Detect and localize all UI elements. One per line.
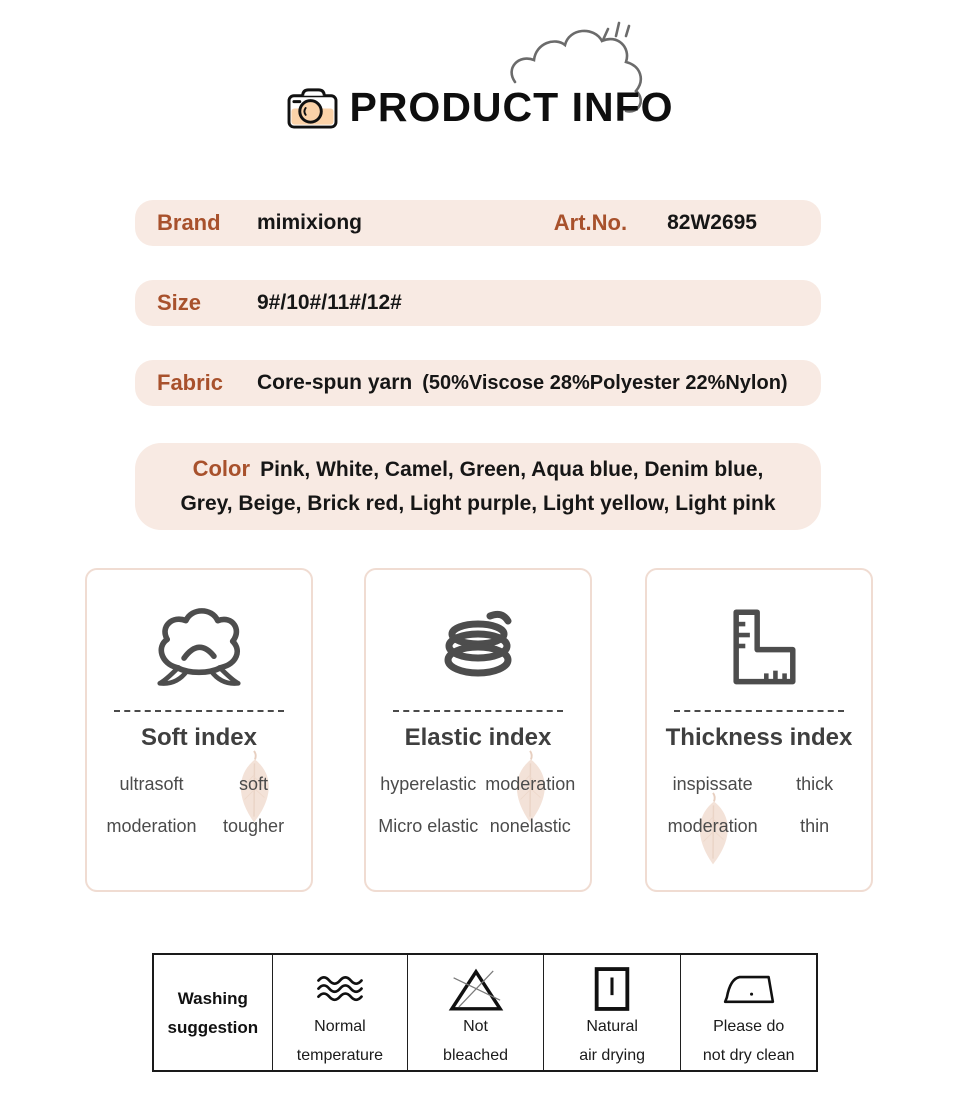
water-waves-icon bbox=[314, 966, 366, 1012]
thickness-options bbox=[657, 766, 861, 844]
thickness-index-card bbox=[645, 568, 873, 892]
thickness-index-title: Thickness index bbox=[665, 724, 853, 751]
size-row bbox=[135, 280, 821, 326]
camera-icon bbox=[286, 85, 339, 130]
color-row bbox=[135, 443, 821, 530]
option-micro-elastic: Micro elastic bbox=[378, 815, 479, 836]
washing-suggestion-table bbox=[152, 953, 818, 1072]
ruler-icon bbox=[647, 570, 871, 688]
header bbox=[0, 78, 960, 136]
option-hyperelastic: hyperelastic bbox=[380, 773, 477, 794]
spring-coil-icon bbox=[366, 570, 590, 688]
washing-cell-natural-air-drying: Natural air drying bbox=[543, 955, 681, 1070]
cotton-icon bbox=[87, 570, 311, 688]
artno-value: 82W2695 bbox=[667, 211, 757, 234]
option-tougher: tougher bbox=[223, 815, 285, 836]
brand-value: mimixiong bbox=[257, 211, 363, 234]
natural-dry-icon bbox=[592, 966, 632, 1012]
option-thin: thin bbox=[800, 815, 830, 836]
washing-cell-do-not-dry-clean: Please do not dry clean bbox=[680, 955, 816, 1070]
brand-label: Brand bbox=[157, 210, 221, 235]
size-value: 9#/10#/11#/12# bbox=[257, 291, 402, 314]
soft-index-card bbox=[85, 568, 313, 892]
dashed-separator bbox=[393, 710, 563, 712]
soft-index-title: Soft index bbox=[140, 724, 257, 751]
fabric-label: Fabric bbox=[157, 370, 224, 395]
size-label: Size bbox=[157, 290, 202, 315]
no-bleach-icon bbox=[445, 966, 507, 1012]
option-moderation-highlighted: moderation bbox=[657, 808, 768, 844]
elastic-options bbox=[376, 766, 580, 844]
soft-options bbox=[97, 766, 301, 844]
color-label: Color bbox=[192, 456, 251, 481]
color-value-line1: Pink, White, Camel, Green, Aqua blue, Denim blue, bbox=[260, 458, 764, 481]
elastic-index-card bbox=[364, 568, 592, 892]
brand-row bbox=[135, 200, 821, 246]
color-value-line2: Grey, Beige, Brick red, Light purple, Light yellow, Light pink bbox=[180, 492, 776, 515]
option-inspissate: inspissate bbox=[672, 773, 753, 794]
fabric-value: Core-spun yarn bbox=[257, 371, 413, 394]
washing-cell-not-bleached: Not bleached bbox=[407, 955, 543, 1070]
iron-icon bbox=[720, 966, 778, 1012]
option-ultrasoft: ultrasoft bbox=[119, 773, 184, 794]
artno-label: Art.No. bbox=[553, 210, 628, 235]
option-nonelastic: nonelastic bbox=[489, 815, 571, 836]
fabric-composition: (50%Viscose 28%Polyester 22%Nylon) bbox=[422, 371, 788, 394]
page-title: PRODUCT INFO bbox=[349, 83, 674, 130]
option-thick: thick bbox=[796, 773, 834, 794]
washing-suggestion-header: Washing suggestion bbox=[167, 988, 259, 1037]
dashed-separator bbox=[114, 710, 284, 712]
option-moderation-highlighted: moderation bbox=[480, 766, 580, 802]
fabric-row bbox=[135, 360, 821, 406]
dashed-separator bbox=[674, 710, 844, 712]
elastic-index-title: Elastic index bbox=[404, 724, 552, 751]
option-moderation: moderation bbox=[106, 815, 197, 836]
washing-cell-normal-temperature: Normal temperature bbox=[272, 955, 408, 1070]
option-soft-highlighted: soft bbox=[206, 766, 301, 802]
